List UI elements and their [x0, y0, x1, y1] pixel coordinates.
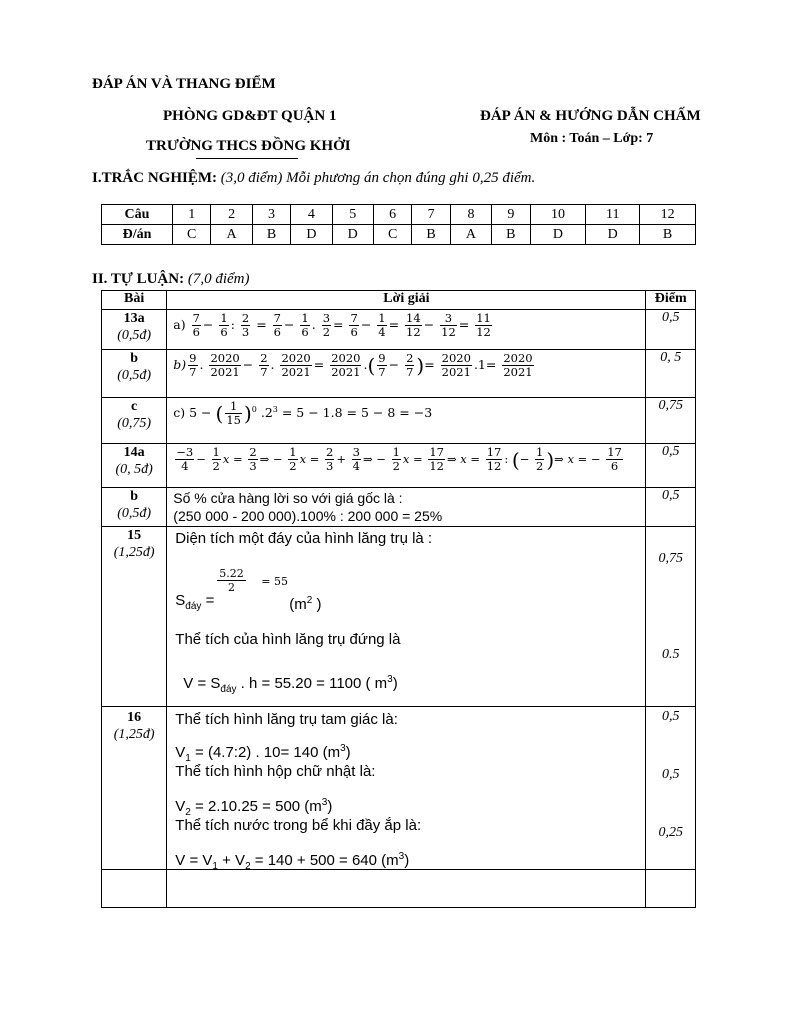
v1-calc: = (4.7:2) . 10= 140 (m	[190, 744, 341, 761]
section-essay	[92, 271, 250, 288]
document-title: ĐÁP ÁN VÀ THANG ĐIỂM	[92, 76, 276, 92]
score-16-box: 0,5	[661, 767, 680, 782]
total-mid: + V	[217, 852, 246, 869]
bai-number: 14a	[123, 445, 145, 460]
v-calc: . h = 55.20 = 1100 ( m	[236, 675, 388, 692]
area-formula	[175, 591, 214, 616]
bai-number: 13a	[123, 311, 145, 326]
answer-cell: D	[530, 225, 586, 245]
bai-points: (1,25đ)	[113, 545, 155, 560]
total-calc: = 140 + 500 = 640 (m	[250, 852, 399, 869]
col-score-header: Điểm	[646, 291, 696, 310]
v-subscript: đáy	[220, 684, 237, 695]
answer-cell: D	[586, 225, 640, 245]
bai-cell	[102, 398, 167, 444]
v1-subscript: 1	[185, 753, 191, 764]
question-row-label: Câu	[102, 205, 173, 225]
subject-grade: Môn : Toán – Lớp: 7	[530, 131, 654, 146]
volume-text: Thể tích của hình lăng trụ đứng là	[175, 631, 401, 648]
v-close: )	[392, 675, 398, 692]
box-text: Thể tích hình hộp chữ nhật là:	[175, 763, 376, 780]
question-row	[102, 205, 696, 225]
bai-cell	[102, 444, 167, 488]
tank-text: Thể tích nước trong bể khi đầy ắp là:	[175, 817, 422, 834]
bai-points: (0,5đ)	[117, 368, 152, 383]
answer-cell: C	[173, 225, 211, 245]
score-16-prism: 0,5	[661, 709, 680, 724]
v2-superscript: 3	[321, 797, 328, 808]
bai-number: b	[130, 351, 139, 366]
answer-cell: B	[492, 225, 530, 245]
solution-cell	[167, 707, 646, 870]
bai-number: c	[131, 399, 138, 414]
unit-text: (m	[289, 596, 307, 613]
answer-cell: A	[211, 225, 252, 245]
empty-cell	[646, 870, 696, 908]
s-label: S	[175, 592, 186, 609]
question-number: 4	[291, 205, 332, 225]
area-fraction	[217, 567, 246, 594]
solution-cell	[167, 350, 646, 398]
row-13c	[102, 398, 696, 444]
question-number: 9	[492, 205, 530, 225]
bai-points: (0,5đ)	[117, 506, 152, 521]
bai-cell	[102, 350, 167, 398]
prism-text: Thể tích hình lăng trụ tam giác là:	[175, 711, 398, 728]
row-15	[102, 527, 696, 707]
question-number: 10	[530, 205, 586, 225]
score-cell: 0,5	[646, 488, 696, 527]
col-solution-header: Lời giải	[167, 291, 646, 310]
s-equals: =	[201, 592, 215, 609]
question-number: 6	[373, 205, 411, 225]
bai-cell	[102, 310, 167, 350]
school-underline	[196, 158, 298, 159]
math-13a: a) $\frac{7}{6}$ − $\frac{1}{6}$ : $\frac{2}{3}$ = $\frac{7}{6}$ − $\frac{1}{6}$ . $\frac{3}{2}$ = $\frac{7}{6}$ − $\frac{1}{4}$ = $\frac{14}{12}$ − $\frac{3}{12}$ = $\frac{11}{12}$	[173, 311, 491, 339]
question-number: 7	[412, 205, 450, 225]
total-close: )	[404, 852, 410, 869]
score-cell	[646, 707, 696, 870]
col-bai-header: Bài	[102, 291, 167, 310]
solution-cell	[167, 488, 646, 527]
v1-superscript: 3	[340, 743, 346, 754]
score-cell: 0, 5	[646, 350, 696, 398]
solution-cell	[167, 310, 646, 350]
answer-cell: C	[373, 225, 411, 245]
score-15-area: 0,75	[658, 551, 683, 566]
section2-label: II. TỰ LUẬN:	[92, 271, 185, 287]
section1-label: I.TRẮC NGHIỆM:	[92, 170, 218, 186]
bai-cell	[102, 488, 167, 527]
area-result: = 55	[261, 575, 288, 588]
answer-cell: D	[332, 225, 373, 245]
section-multiple-choice	[92, 170, 535, 187]
bai-points: (0, 5đ)	[115, 462, 153, 477]
score-cell: 0,5	[646, 310, 696, 350]
math-13b: b) $\frac{9}{7}$ . $\frac{2020}{2021}$ − $\frac{2}{7}$ . $\frac{2020}{2021}$ = $\frac{2020}{2021}$ .( $\frac{9}{7}$ − $\frac{2}{7}$ )= $\frac{2020}{2021}$ .1= $\frac{2020}{2021}$	[173, 351, 533, 379]
question-number: 11	[586, 205, 640, 225]
answer-cell: B	[412, 225, 450, 245]
total-formula	[175, 847, 409, 876]
area-unit	[289, 591, 321, 614]
fraction-denominator: 2	[228, 581, 236, 594]
answer-row-label: Đ/án	[102, 225, 173, 245]
v2-subscript: 2	[185, 807, 191, 818]
s-subscript: đáy	[185, 601, 202, 612]
unit-superscript: 2	[306, 595, 313, 606]
bai-points: (0,5đ)	[117, 328, 152, 343]
answer-cell: B	[640, 225, 696, 245]
question-number: 3	[252, 205, 290, 225]
percent-text: Số % cửa hàng lời so với giá gốc là :	[173, 490, 403, 506]
solution-cell	[167, 444, 646, 488]
answer-cell: A	[450, 225, 491, 245]
score-cell	[646, 527, 696, 707]
total-prefix: V = V	[175, 852, 213, 869]
bai-points: (1,25đ)	[113, 727, 155, 742]
row-14b	[102, 488, 696, 527]
v-superscript: 3	[387, 674, 393, 685]
question-number: 1	[173, 205, 211, 225]
essay-header-row	[102, 291, 696, 310]
answer-key-title: ĐÁP ÁN & HƯỚNG DẪN CHẤM	[480, 108, 701, 124]
section2-note: (7,0 điểm)	[184, 271, 250, 287]
total-sub1: 1	[212, 861, 218, 872]
row-16	[102, 707, 696, 870]
math-13c: c) 5 − ( $\frac{1}{15}$ )$^0$ $.2^3 = 5 - 1.8 = 5 - 8 = -3$	[173, 399, 433, 428]
unit-close: )	[312, 596, 322, 613]
total-superscript: 3	[398, 851, 405, 862]
score-cell: 0,5	[646, 444, 696, 488]
score-cell: 0,75	[646, 398, 696, 444]
school-department: PHÒNG GD&ĐT QUẬN 1	[163, 108, 337, 124]
v-prefix: V = S	[183, 675, 221, 692]
solution-cell	[167, 527, 646, 707]
bai-number: 15	[127, 528, 142, 543]
section1-note: (3,0 điểm) Mỗi phương án chọn đúng ghi 0,25 điểm.	[217, 170, 536, 186]
question-number: 8	[450, 205, 491, 225]
percent-calc: (250 000 - 200 000).100% : 200 000 = 25%	[173, 508, 443, 524]
question-number: 5	[332, 205, 373, 225]
bai-number: 16	[127, 710, 142, 725]
solution-cell	[167, 398, 646, 444]
essay-table	[101, 290, 696, 908]
answer-cell: B	[252, 225, 290, 245]
bai-cell	[102, 527, 167, 707]
question-number: 12	[640, 205, 696, 225]
area-text: Diện tích một đáy của hình lăng trụ là :	[175, 530, 433, 547]
answer-row	[102, 225, 696, 245]
row-14a	[102, 444, 696, 488]
v1-close: )	[345, 744, 351, 761]
empty-cell	[102, 870, 167, 908]
v1-prefix: V	[175, 744, 186, 761]
question-number: 2	[211, 205, 252, 225]
school-name: TRƯỜNG THCS ĐỒNG KHỞI	[146, 138, 351, 154]
math-14a: $\frac{-3}{4}$ − $\frac{1}{2}$ x = $\frac{2}{3}$ ⇒ − $\frac{1}{2}$ x = $\frac{2}{3}$ + $\frac{3}{4}$ ⇒ − $\frac{1}{2}$ x = $\frac{17}{12}$ ⇒ x = $\frac{17}{12}$ : (− $\frac{1}{2}$ )⇒ x = − $\frac{17}{6}$	[176, 445, 622, 473]
volume-formula	[183, 670, 397, 699]
row-13b	[102, 350, 696, 398]
total-sub2: 2	[245, 861, 251, 872]
v2-calc: = 2.10.25 = 500 (m	[190, 798, 322, 815]
v2-close: )	[327, 798, 333, 815]
score-15-volume: 0.5	[661, 647, 680, 662]
answer-cell: D	[291, 225, 332, 245]
score-16-total: 0,25	[658, 825, 683, 840]
fraction-numerator: 5.22	[219, 567, 244, 580]
bai-points: (0,75)	[117, 416, 152, 431]
multiple-choice-table	[101, 204, 696, 245]
bai-number: b	[130, 489, 139, 504]
row-13a	[102, 310, 696, 350]
bai-cell	[102, 707, 167, 870]
v2-prefix: V	[175, 798, 186, 815]
